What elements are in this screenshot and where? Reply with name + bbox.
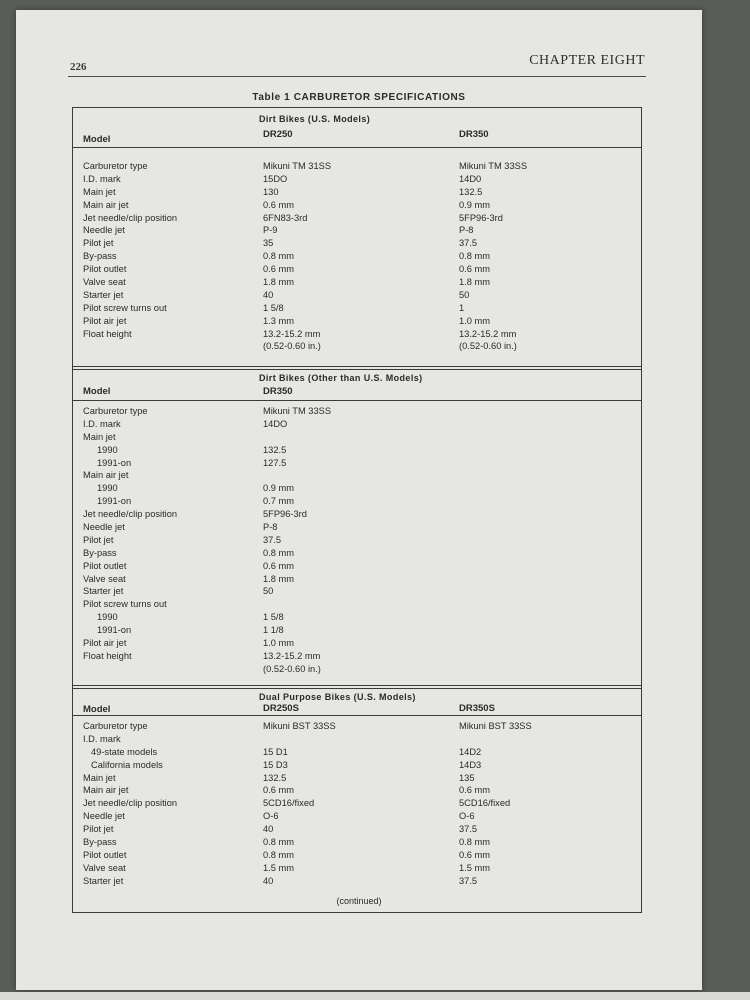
table-row [73,482,641,495]
row-label: I.D. mark [83,173,121,184]
row-value-2: 14D2 [459,746,482,757]
row-label: Pilot outlet [83,264,127,275]
row-value-1: 0.6 mm [263,560,294,571]
row-label: I.D. mark [83,418,121,429]
continued-note: (continued) [336,896,382,906]
row-value-1: P-8 [263,522,278,533]
table-row [73,186,641,199]
row-value-1: 1.8 mm [263,277,294,288]
rows [73,160,641,353]
table-row [73,624,641,637]
row-value-1: 13.2-15.2 mm [263,328,321,339]
row-label: Valve seat [83,862,126,873]
table-row [73,849,641,862]
row-value-2: 5FP96-3rd [459,212,503,223]
column-header-1: DR250 [263,129,293,140]
table-row [73,340,641,353]
header-rule [73,715,641,716]
row-label: Pilot jet [83,238,114,249]
rows [73,405,641,676]
table-row [73,263,641,276]
row-label: Pilot jet [83,534,114,545]
row-value-1: Mikuni TM 31SS [263,161,332,171]
row-value-1: 0.8 mm [263,837,294,848]
row-label: Pilot air jet [83,315,127,326]
row-label: Main air jet [83,199,129,210]
table-row [73,276,641,289]
table-row [73,547,641,560]
row-value-1: 130 [263,186,279,197]
row-value-2: 37.5 [459,238,478,249]
row-value-2: 37.5 [459,824,478,835]
row-value-2: 1.8 mm [459,277,490,288]
table-row [73,405,641,418]
row-value-2: 135 [459,772,475,783]
row-value-2: 1 [459,302,465,313]
row-value-1: 40 [263,875,274,886]
table-row [73,573,641,586]
table-row [73,418,641,431]
row-value-2: 0.6 mm [459,264,490,275]
row-value-1: 15 D1 [263,746,288,757]
row-label: Float height [83,328,132,339]
table-row [73,328,641,341]
row-value-1: 40 [263,289,274,300]
row-label: Carburetor type [83,406,148,416]
table-row [73,759,641,772]
section-title: Dirt Bikes (U.S. Models) [259,114,371,124]
row-value-2: 0.8 mm [459,251,490,262]
model-header: Model [83,704,111,715]
row-value-1: P-9 [263,225,278,236]
table-row [73,495,641,508]
table-row [73,224,641,237]
table-row [73,733,641,746]
table-row [73,862,641,875]
table-row [73,611,641,624]
row-value-2: 1.0 mm [459,315,490,326]
table-row [73,598,641,611]
row-value-2: 132.5 [459,186,483,197]
row-label: Pilot outlet [83,849,127,860]
row-value-1: 0.6 mm [263,264,294,275]
table-row [73,160,641,173]
table-row [73,302,641,315]
table-row [73,469,641,482]
column-header-2: DR350S [459,703,495,714]
section-divider [73,369,641,370]
row-label: Jet needle/clip position [83,798,178,809]
section-title: Dual Purpose Bikes (U.S. Models) [259,692,416,702]
table-row [73,237,641,250]
table-row [73,585,641,598]
specifications-table [72,107,642,913]
table-row [73,444,641,457]
row-value-2: 0.6 mm [459,785,490,796]
row-value-1: 1.0 mm [263,638,294,649]
row-label: Jet needle/clip position [83,212,178,223]
row-value-1: 0.6 mm [263,199,294,210]
row-label: Valve seat [83,277,126,288]
row-value-1: 14DO [263,418,288,429]
row-label: Main jet [83,772,116,783]
table-row [73,289,641,302]
row-value-1: 132.5 [263,444,287,455]
section-title: Dirt Bikes (Other than U.S. Models) [259,373,423,383]
row-label: Pilot outlet [83,560,127,571]
row-label: Pilot screw turns out [83,302,167,313]
table-row [73,250,641,263]
row-value-1: 132.5 [263,772,287,783]
row-value-1: 6FN83-3rd [263,212,308,223]
row-label: Main air jet [83,785,129,796]
row-label: Carburetor type [83,161,148,171]
row-label: Pilot jet [83,824,114,835]
column-header-1: DR350 [263,386,293,397]
row-label: Needle jet [83,522,125,533]
document-page [16,10,702,990]
row-value-1: 5FP96-3rd [263,509,307,520]
row-value-1: 5CD16/fixed [263,798,315,809]
bottom-strip [0,992,750,1000]
table-title: Table 1 CARBURETOR SPECIFICATIONS [252,92,466,103]
chapter-title: CHAPTER EIGHT [529,53,645,68]
table-row [73,810,641,823]
row-value-1: 0.9 mm [263,483,294,494]
header-rule [68,76,646,77]
row-value-1: 0.8 mm [263,251,294,262]
row-value-1: O-6 [263,811,279,822]
table-row [73,431,641,444]
row-value-1: 1 5/8 [263,302,284,313]
table-row [73,199,641,212]
table-row [73,212,641,225]
row-value-2: 0.6 mm [459,849,490,860]
row-value-1: 127.5 [263,457,287,468]
row-label: Main jet [83,186,116,197]
row-label: 1990 [97,612,118,623]
section-divider [73,366,641,367]
row-value-1: 37.5 [263,534,282,545]
row-label: 1990 [97,483,118,494]
row-value-2: 5CD16/fixed [459,798,511,809]
table-row [73,521,641,534]
row-label: Needle jet [83,225,125,236]
row-value-1: 1 5/8 [263,612,284,623]
column-header-1: DR250S [263,703,299,714]
row-label: Pilot air jet [83,638,127,649]
row-label: I.D. mark [83,733,121,744]
table-row [73,508,641,521]
row-label: Starter jet [83,586,124,597]
row-value-2: O-6 [459,811,475,822]
row-value-1: 35 [263,238,274,249]
row-value-2: Mikuni TM 33SS [459,161,528,171]
page-number: 226 [70,61,87,73]
row-value-1: 0.6 mm [263,785,294,796]
row-label: California models [91,759,163,770]
table-row [73,797,641,810]
row-label: Starter jet [83,289,124,300]
row-value-2: 14D3 [459,759,482,770]
row-label: By-pass [83,547,117,558]
header-rule [73,147,641,148]
row-value-2: 1.5 mm [459,862,490,873]
row-label: Float height [83,650,132,661]
row-label: Needle jet [83,811,125,822]
column-header-2: DR350 [459,129,489,140]
section-divider [73,685,641,686]
table-row [73,315,641,328]
table-row [73,720,641,733]
header-rule [73,400,641,401]
row-value-1: 1.8 mm [263,573,294,584]
table-row [73,173,641,186]
row-value-2: Mikuni BST 33SS [459,721,532,731]
table-row [73,457,641,470]
row-value-1: 1.3 mm [263,315,294,326]
table-row [73,836,641,849]
model-header: Model [83,134,111,145]
row-value-2: P-8 [459,225,474,236]
row-label: Main air jet [83,470,129,481]
row-value-1: 15DO [263,173,288,184]
row-value-1: 13.2-15.2 mm [263,650,321,661]
row-value-1: 0.7 mm [263,496,294,507]
row-label: By-pass [83,837,117,848]
row-label: Starter jet [83,875,124,886]
row-label: 49-state models [91,746,158,757]
row-value-1: 0.8 mm [263,547,294,558]
table-row [73,823,641,836]
table-row [73,772,641,785]
row-label: Pilot screw turns out [83,599,167,610]
row-value-2: 37.5 [459,875,478,886]
row-value-1: (0.52-0.60 in.) [263,341,321,352]
row-value-2: 14D0 [459,173,482,184]
row-value-1: 1 1/8 [263,625,284,636]
table-row [73,560,641,573]
row-value-2: 0.9 mm [459,199,490,210]
row-value-2: 50 [459,289,470,300]
row-value-1: 50 [263,586,274,597]
row-label: Valve seat [83,573,126,584]
row-value-1: 40 [263,824,274,835]
table-row [73,784,641,797]
model-header: Model [83,386,111,397]
row-label: 1991-on [97,625,132,636]
row-value-2: 0.8 mm [459,837,490,848]
row-label: Main jet [83,431,116,442]
table-row [73,875,641,888]
row-value-1: 1.5 mm [263,862,294,873]
table-row [73,650,641,663]
row-value-1: (0.52-0.60 in.) [263,663,321,674]
row-value-1: Mikuni BST 33SS [263,721,336,731]
row-label: 1991-on [97,457,132,468]
row-label: By-pass [83,251,117,262]
row-label: 1990 [97,444,118,455]
table-row [73,663,641,676]
row-value-2: 13.2-15.2 mm [459,328,517,339]
row-value-2: (0.52-0.60 in.) [459,341,517,352]
table-row [73,534,641,547]
rows [73,720,641,888]
row-value-1: 15 D3 [263,759,288,770]
row-label: Jet needle/clip position [83,509,178,520]
table-row [73,637,641,650]
row-label: 1991-on [97,496,132,507]
row-value-1: Mikuni TM 33SS [263,406,332,416]
table-row [73,746,641,759]
row-value-1: 0.8 mm [263,849,294,860]
row-label: Carburetor type [83,721,148,731]
section-divider [73,688,641,689]
